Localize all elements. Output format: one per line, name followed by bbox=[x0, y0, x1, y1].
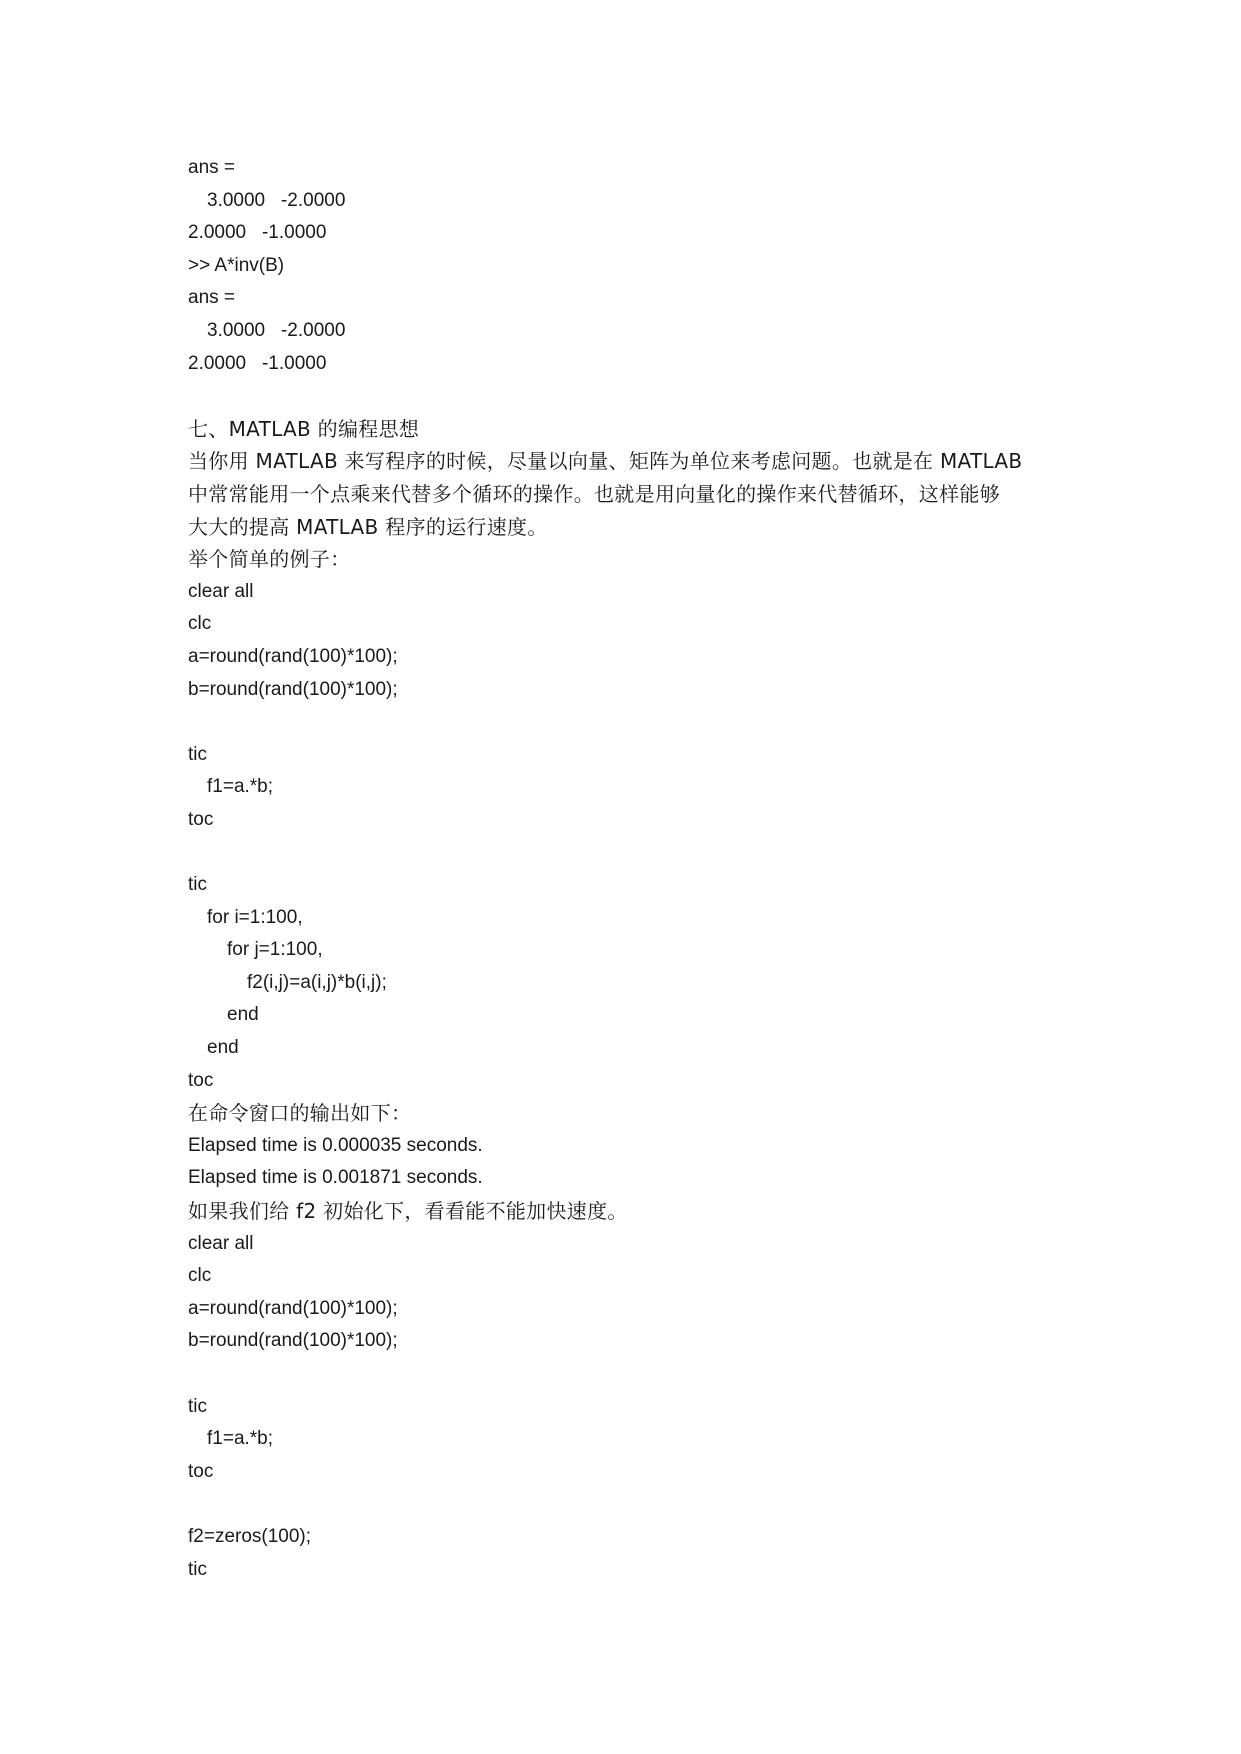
text-line: ans = bbox=[188, 157, 236, 178]
blank-line bbox=[188, 836, 1058, 869]
text-line: a=round(rand(100)*100); bbox=[188, 645, 398, 667]
text-line: b=round(rand(100)*100); bbox=[188, 1330, 398, 1352]
text-line: for j=1:100, bbox=[227, 939, 323, 961]
text-line: 举个简单的例子： bbox=[188, 547, 351, 572]
text-line: clear all bbox=[188, 580, 254, 602]
text-line: clear all bbox=[188, 1232, 254, 1254]
document-body bbox=[188, 152, 1058, 1586]
blank-line bbox=[188, 1358, 1058, 1391]
text-line: 2.0000 -1.0000 bbox=[188, 352, 327, 374]
text-line: a=round(rand(100)*100); bbox=[188, 1297, 398, 1319]
text-line: tic bbox=[188, 1395, 207, 1417]
text-line: 七、MATLAB 的编程思想 bbox=[188, 416, 420, 441]
text-line: 3.0000 -2.0000 bbox=[207, 189, 346, 211]
text-line: b=round(rand(100)*100); bbox=[188, 678, 398, 700]
text-line: ans = bbox=[188, 287, 236, 309]
text-line: end bbox=[207, 1037, 239, 1059]
blank-line bbox=[188, 380, 1058, 413]
text-line: 3.0000 -2.0000 bbox=[207, 319, 346, 341]
text-line: 大大的提高 MATLAB 程序的运行速度。 bbox=[188, 514, 548, 539]
text-line: tic bbox=[188, 743, 207, 765]
text-line: 当你用 MATLAB 来写程序的时候，尽量以向量、矩阵为单位来考虑问题。也就是在 MATLAB bbox=[188, 449, 1023, 474]
text-line: f2=zeros(100); bbox=[188, 1525, 312, 1547]
text-line: Elapsed time is 0.000035 seconds. bbox=[188, 1134, 483, 1156]
text-line: 2.0000 -1.0000 bbox=[188, 222, 327, 244]
text-line: tic bbox=[188, 874, 207, 896]
text-line: toc bbox=[188, 1069, 214, 1091]
text-line: f1=a.*b; bbox=[207, 1428, 274, 1450]
text-line: >> A*inv(B) bbox=[188, 254, 285, 276]
text-line: 如果我们给 f2 初始化下，看看能不能加快速度。 bbox=[188, 1199, 628, 1223]
blank-line bbox=[188, 1488, 1058, 1521]
text-line: 在命令窗口的输出如下： bbox=[188, 1101, 412, 1126]
blank-line bbox=[188, 706, 1058, 739]
text-line: f1=a.*b; bbox=[207, 776, 274, 798]
text-line: f2(i,j)=a(i,j)*b(i,j); bbox=[247, 971, 387, 993]
text-line: for i=1:100, bbox=[207, 906, 303, 928]
text-line: end bbox=[227, 1004, 259, 1026]
text-line: clc bbox=[188, 613, 212, 635]
text-line: 中常常能用一个点乘来代替多个循环的操作。也就是用向量化的操作来代替循环，这样能够 bbox=[188, 481, 1000, 506]
text-line: Elapsed time is 0.001871 seconds. bbox=[188, 1167, 483, 1189]
text-line: clc bbox=[188, 1265, 212, 1287]
text-line: tic bbox=[188, 1558, 207, 1580]
text-line: toc bbox=[188, 808, 214, 830]
text-line: toc bbox=[188, 1460, 214, 1482]
